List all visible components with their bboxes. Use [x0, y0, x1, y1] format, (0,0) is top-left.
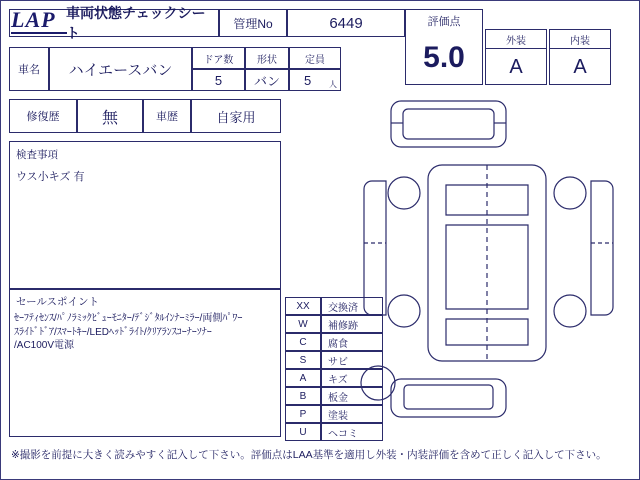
legend-code-2: C	[285, 333, 321, 351]
exterior-value: A	[509, 56, 523, 78]
legend-code-1: W	[285, 315, 321, 333]
legend-code-5: B	[285, 387, 321, 405]
legend-text-5: 板金	[321, 387, 383, 405]
capacity-unit: 人	[329, 80, 337, 89]
sheet-title: 車両状態チェックシート	[66, 5, 206, 41]
shape-value: バン	[245, 69, 289, 91]
capacity-value: 5	[304, 73, 312, 88]
legend-code-0: XX	[285, 297, 321, 315]
exterior-box	[485, 29, 547, 85]
wheel-rear-left	[388, 295, 420, 327]
footer-note: ※撮影を前提に大きく読みやすく記入して下さい。評価点はLAA基準を適用し外装・内装評価を含めて正しく記入して下さい。	[11, 449, 607, 461]
sales-line-2: ｽﾗｲﾄﾞﾄﾞｱ/ｽﾏｰﾄｷｰ/LEDﾍｯﾄﾞﾗｲﾄ/ｸﾘｱﾗﾝｽｺｰﾅｰｿﾅｰ	[14, 326, 212, 338]
legend-code-6: P	[285, 405, 321, 423]
legend-text-3: サビ	[321, 351, 383, 369]
vehicle-diagram-svg	[346, 93, 631, 423]
legend-text-1: 補修跡	[321, 315, 383, 333]
exterior-label: 外装	[486, 30, 546, 49]
sales-box	[9, 289, 281, 437]
right-side-view	[591, 181, 613, 315]
logo-text: LAP	[11, 7, 56, 32]
legend-text-7: ヘコミ	[321, 423, 383, 441]
legend-code-7: U	[285, 423, 321, 441]
legend-text-4: キズ	[321, 369, 383, 387]
sales-title: セールスポイント	[16, 296, 100, 308]
inspection-text: ウス小キズ 有	[16, 171, 85, 183]
repair-label: 修復歴	[9, 99, 77, 133]
legend-text-0: 交換済	[321, 297, 383, 315]
rear-view-inner	[404, 385, 493, 409]
legend-code-3: S	[285, 351, 321, 369]
interior-box	[549, 29, 611, 85]
repair-value: 無	[77, 99, 143, 133]
score-value: 5.0	[423, 41, 465, 74]
front-view-outline	[391, 101, 506, 147]
score-box	[405, 9, 483, 85]
car-name-value: ハイエースバン	[49, 47, 192, 91]
legend-code-4: A	[285, 369, 321, 387]
sales-line-3: /AC100V電源	[14, 340, 75, 351]
kanri-value: 6449	[287, 9, 405, 37]
legend-text-6: 塗装	[321, 405, 383, 423]
capacity-value-box	[289, 69, 341, 91]
capacity-label: 定員	[289, 47, 341, 69]
front-view-inner	[403, 109, 494, 139]
vehicle-diagram	[346, 93, 631, 423]
doors-value: 5	[192, 69, 245, 91]
spare-tire	[361, 366, 395, 400]
left-side-view	[364, 181, 386, 315]
kanri-label: 管理No	[219, 9, 287, 37]
history-label: 車歴	[143, 99, 191, 133]
doors-label: ドア数	[192, 47, 245, 69]
history-value: 自家用	[191, 99, 281, 133]
interior-label: 内装	[550, 30, 610, 49]
wheel-rear-right	[554, 295, 586, 327]
title-box	[9, 5, 219, 41]
sales-line-1: ｾｰﾌﾃｨｾﾝｽ/ﾊﾟﾉﾗﾐｯｸﾋﾞｭｰﾓﾆﾀｰ/ﾃﾞｼﾞﾀﾙｲﾝﾅｰﾐﾗｰ/両側ﾊﾟﾜｰ	[14, 313, 243, 324]
interior-value: A	[573, 56, 587, 78]
wheel-front-left	[388, 177, 420, 209]
score-label: 評価点	[427, 16, 461, 28]
inspection-title: 検査事項	[16, 149, 58, 161]
shape-label: 形状	[245, 47, 289, 69]
wheel-front-right	[554, 177, 586, 209]
inspection-box	[9, 141, 281, 289]
car-name-label: 車名	[9, 47, 49, 91]
legend-text-2: 腐食	[321, 333, 383, 351]
